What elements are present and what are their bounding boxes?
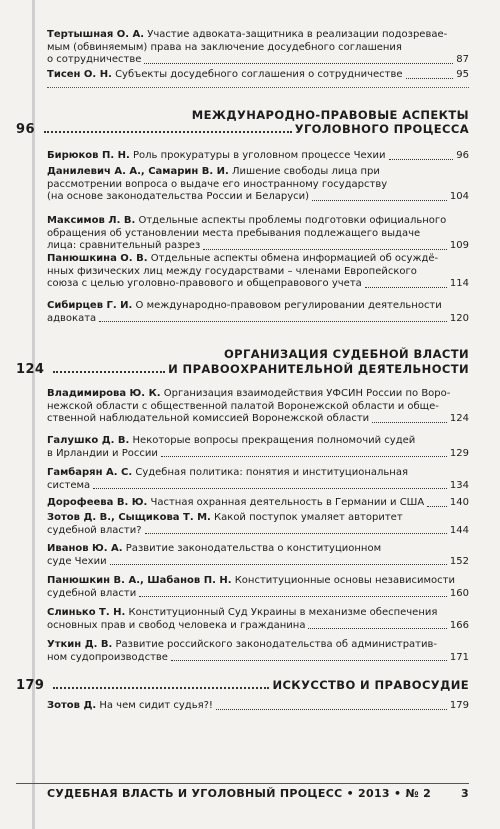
entry-author: Зотов Д. В., Сыщикова Т. М.	[47, 512, 211, 523]
toc-entry[interactable]	[47, 543, 469, 568]
entry-title-text: нежской области с общественной палатой Воронежской области и обще-	[47, 400, 439, 412]
entry-separator	[47, 87, 469, 88]
entry-line	[47, 497, 469, 510]
entry-title-text: Какой поступок умаляет авторитет	[214, 512, 403, 523]
entry-title-text: Роль прокуратуры в уголовном процессе Чехии	[132, 150, 386, 161]
entry-line	[47, 240, 469, 253]
entry-line	[47, 313, 469, 326]
entry-page-number: 144	[449, 524, 469, 536]
entry-author: Слинько Т. Н.	[47, 607, 126, 618]
entry-line	[47, 29, 469, 42]
toc-entry[interactable]	[47, 575, 469, 600]
entry-page-number: 140	[449, 497, 469, 508]
entry-line	[47, 215, 469, 228]
entry-title-text: Развитие законодательства о конституционном	[125, 543, 382, 554]
entry-author: Тисен О. Н.	[47, 69, 112, 80]
entry-title-text: (на основе законодательства России и Беларуси)	[47, 191, 310, 203]
toc-entry[interactable]	[47, 607, 469, 632]
entry-page-number: 114	[449, 278, 469, 290]
entry-author: Панюшкина О. В.	[47, 253, 148, 264]
toc-entry[interactable]	[47, 215, 469, 253]
section-page-number: 124	[16, 362, 45, 377]
entry-author: Максимов Л. В.	[47, 215, 136, 226]
entry-line	[47, 543, 469, 556]
entry-page-number: 152	[449, 555, 469, 567]
entry-title-text: рассмотрении вопроса о выдаче его иностранному государству	[47, 178, 388, 190]
section-title-international: МЕЖДУНАРОДНО-ПРАВОВЫЕ АСПЕКТЫ	[191, 108, 469, 122]
leader-dots	[216, 700, 447, 710]
entry-author: Галушко Д. В.	[47, 435, 130, 446]
entry-title-text: Развитие российского законодательства об административ-	[115, 639, 437, 650]
entry-line	[47, 556, 469, 569]
entry-line	[47, 575, 469, 588]
entry-line	[47, 42, 469, 55]
entry-line	[47, 54, 469, 67]
entry-author: Зотов Д.	[47, 700, 97, 711]
leader-dots	[308, 620, 446, 630]
entry-author: Владимирова Ю. К.	[47, 388, 161, 399]
entry-line	[47, 300, 469, 313]
entry-line	[47, 166, 469, 179]
section-leader-dots	[53, 362, 165, 373]
entry-title-text: судебной власти?	[47, 524, 142, 536]
entry-title-text: Субъекты досудебного соглашения о сотрудничестве	[115, 69, 403, 80]
entry-title-text: Судебная политика: понятия и институциональная	[135, 467, 408, 478]
leader-dots	[389, 150, 454, 160]
leader-dots	[365, 278, 447, 288]
entry-title-text: мым (обвиняемым) права на заключение досудебного соглашения	[47, 41, 402, 53]
entry-author: Дорофеева В. Ю.	[47, 497, 148, 508]
toc-entry[interactable]	[47, 512, 469, 537]
toc-entry[interactable]	[47, 497, 469, 510]
entry-line	[47, 467, 469, 480]
entry-page-number: 124	[449, 413, 469, 425]
toc-entry[interactable]	[47, 69, 469, 82]
entry-line	[47, 700, 469, 713]
entry-page-number: 171	[449, 651, 469, 663]
page-number: 3	[461, 787, 469, 800]
entry-line	[47, 278, 469, 291]
section-title-judiciary: ОРГАНИЗАЦИЯ СУДЕБНОЙ ВЛАСТИ	[223, 347, 469, 361]
toc-entry[interactable]	[47, 300, 469, 325]
entry-title-text: Участие адвоката-защитника в реализации подозревае-	[147, 29, 448, 40]
entry-page-number: 87	[456, 54, 469, 66]
entry-author: Панюшкин В. А., Шабанов П. Н.	[47, 575, 232, 586]
entry-line	[47, 588, 469, 601]
entry-title-text: в Ирландии и России	[47, 447, 158, 459]
leader-dots	[203, 240, 447, 250]
entry-title-text: обращения об установлении места пребывания подлежащего выдаче	[47, 227, 421, 239]
section-header-judiciary	[16, 362, 469, 377]
entry-title-text: судебной власти	[47, 587, 137, 599]
entry-author: Иванов Ю. А.	[47, 543, 123, 554]
entry-page-number: 160	[449, 587, 469, 599]
entry-title-text: о сотрудничестве	[47, 54, 142, 66]
entry-title-text: Конституционный Суд Украины в механизме обеспечения	[128, 607, 438, 618]
entry-page-number: 96	[456, 150, 469, 161]
section-title-line: ИСКУССТВО И ПРАВОСУДИЕ	[272, 678, 469, 692]
leader-dots	[372, 413, 447, 423]
entry-title-text: ном судопроизводстве	[47, 651, 168, 663]
entry-title-text: Отдельные аспекты проблемы подготовки официального	[138, 215, 447, 226]
entry-line	[47, 639, 469, 652]
leader-dots	[110, 556, 447, 566]
entry-line	[47, 69, 469, 82]
entry-line	[47, 191, 469, 204]
entry-title-text: Организация взаимодействия УФСИН России по Воро-	[163, 388, 451, 399]
leader-dots	[145, 525, 447, 535]
entry-line	[47, 179, 469, 192]
leader-dots	[93, 480, 447, 490]
toc-entry[interactable]	[47, 467, 469, 492]
entry-title-text: На чем сидит судья?!	[99, 700, 213, 711]
entry-title-text: Некоторые вопросы прекращения полномочий судей	[132, 435, 416, 446]
footer-rule	[16, 783, 469, 784]
section-page-number: 179	[16, 678, 45, 693]
entry-author: Данилевич А. А., Самарин В. И.	[47, 166, 229, 177]
entry-page-number: 95	[456, 69, 469, 80]
entry-title-text: О международно-правовом регулировании деятельности	[135, 300, 442, 311]
entry-page-number: 134	[449, 479, 469, 491]
entry-line	[47, 607, 469, 620]
entry-line	[47, 266, 469, 279]
toc-entry[interactable]	[47, 166, 469, 204]
page-footer	[47, 787, 469, 800]
entry-author: Сибирцев Г. И.	[47, 300, 133, 311]
entry-line	[47, 620, 469, 633]
entry-line	[47, 413, 469, 426]
journal-title: СУДЕБНАЯ ВЛАСТЬ И УГОЛОВНЫЙ ПРОЦЕСС • 2013 • № 2	[47, 787, 432, 800]
entry-title-text: Лишение свободы лица при	[232, 166, 380, 177]
entry-line	[47, 435, 469, 448]
entry-line	[47, 512, 469, 525]
entry-title-text: суде Чехии	[47, 555, 107, 567]
entry-page-number: 120	[449, 312, 469, 324]
leader-dots	[406, 69, 454, 79]
entry-line	[47, 401, 469, 414]
leader-dots	[171, 652, 447, 662]
entry-title-text: лица: сравнительный разрез	[47, 240, 201, 252]
entry-page-number: 129	[449, 447, 469, 459]
toc-entry[interactable]	[47, 639, 469, 664]
entry-line	[47, 480, 469, 493]
section-page-number: 96	[16, 122, 35, 137]
entry-author: Бирюков П. Н.	[47, 150, 130, 161]
toc-entry[interactable]	[47, 388, 469, 426]
toc-entry[interactable]	[47, 253, 469, 291]
entry-line	[47, 525, 469, 538]
entry-title-text: ственной наблюдательной комиссией Воронежской области	[47, 413, 370, 425]
leader-dots	[139, 588, 447, 598]
entry-title-text: основных прав и свобод человека и гражданина	[47, 619, 306, 631]
toc-entry[interactable]	[47, 700, 469, 713]
entry-line	[47, 652, 469, 665]
section-header-art	[16, 678, 469, 693]
leader-dots	[144, 54, 453, 64]
entry-author: Уткин Д. В.	[47, 639, 113, 650]
entry-title-text: адвоката	[47, 312, 97, 324]
toc-entry[interactable]	[47, 435, 469, 460]
section-title-line: УГОЛОВНОГО ПРОЦЕССА	[294, 122, 469, 136]
section-title-line: И ПРАВООХРАНИТЕЛЬНОЙ ДЕЯТЕЛЬНОСТИ	[168, 362, 469, 376]
leader-dots	[161, 448, 447, 458]
entry-title-text: союза с целью уголовно-правового и общеправового учета	[47, 278, 362, 290]
entry-author: Гамбарян А. С.	[47, 467, 133, 478]
entry-page-number: 109	[449, 240, 469, 252]
toc-entry[interactable]	[47, 150, 469, 163]
entry-line	[47, 150, 469, 163]
leader-dots	[427, 497, 447, 507]
section-leader-dots	[44, 122, 292, 133]
entry-page-number: 179	[449, 700, 469, 711]
section-header-international	[16, 122, 469, 137]
entry-page-number: 166	[449, 619, 469, 631]
entry-page-number: 104	[449, 191, 469, 203]
entry-line	[47, 253, 469, 266]
entry-title-text: нных физических лиц между государствами – членами Европейского	[47, 265, 417, 277]
leader-dots	[99, 313, 447, 323]
entry-title-text: система	[47, 479, 91, 491]
entry-author: Тертышная О. А.	[47, 29, 145, 40]
entry-line	[47, 228, 469, 241]
entry-line	[47, 448, 469, 461]
leader-dots	[312, 191, 447, 201]
section-leader-dots	[53, 678, 269, 689]
entry-title-text: Частная охранная деятельность в Германии и США	[150, 497, 425, 508]
entry-title-text: Отдельные аспекты обмена информацией об осуждё-	[150, 253, 439, 264]
entry-title-text: Конституционные основы независимости	[234, 575, 456, 586]
entry-line	[47, 388, 469, 401]
toc-entry[interactable]	[47, 29, 469, 67]
